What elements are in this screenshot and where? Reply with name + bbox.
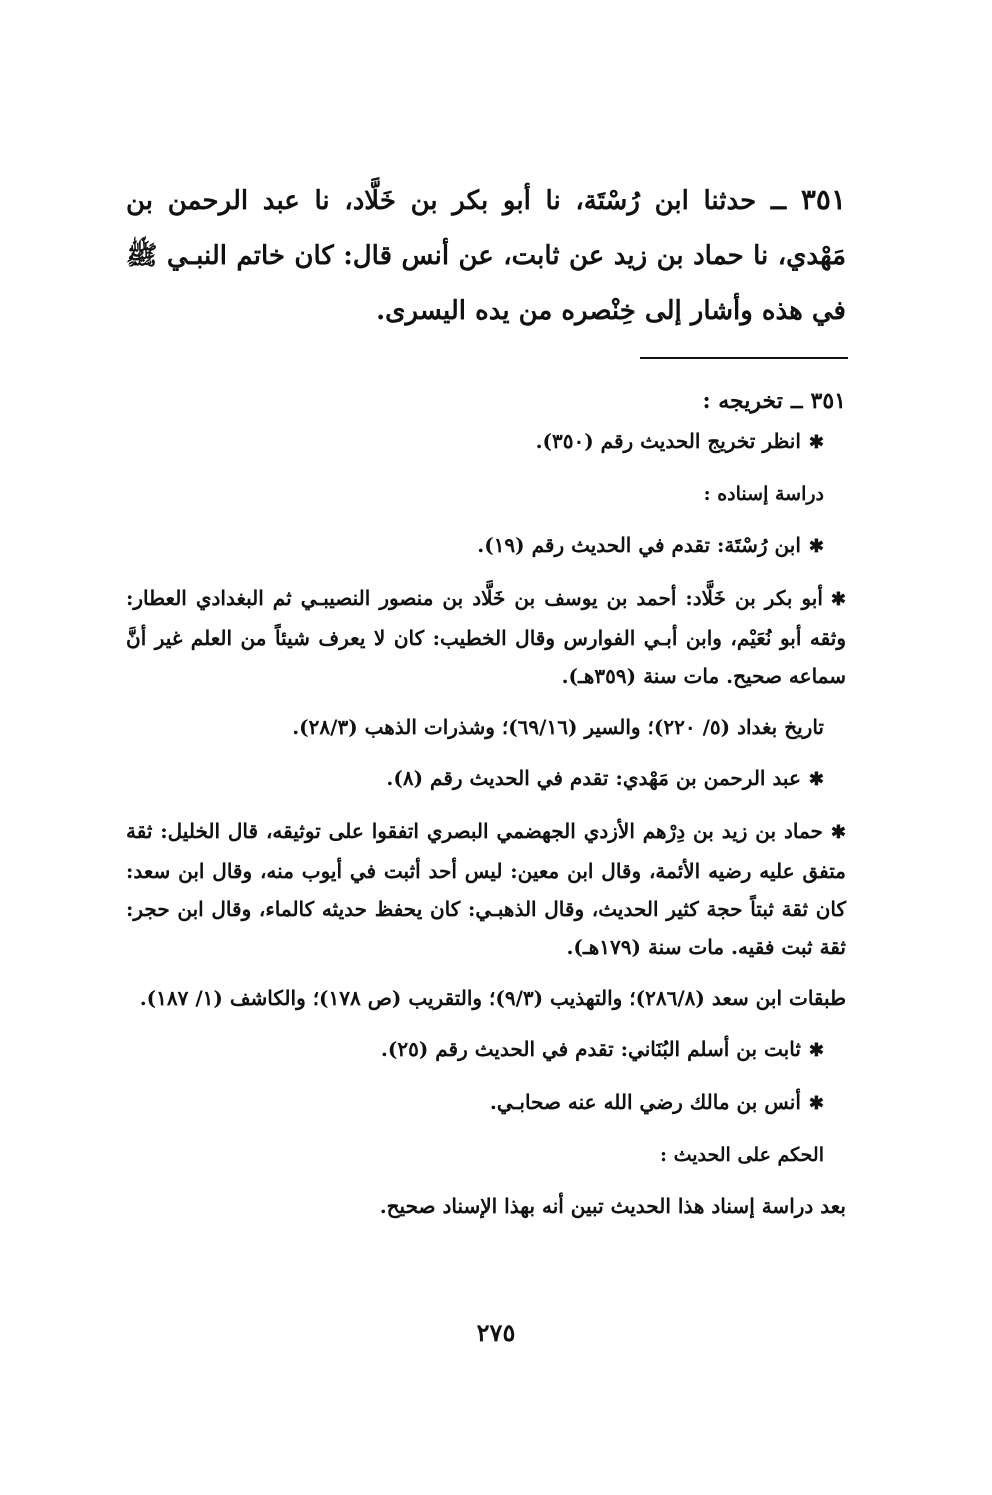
narrator-text: حماد بن زيد بن دِرْهم الأزدي الجهضمي البصري اتفقوا على توثيقه، قال الخليل: ثقة متفق عليه رضيه الأئمة، وقال ابن معين: ليس أحد أثبت في أيوب منه، وقال ابن سعد: كان ثقة ثبتاً حجة كثير الحديث، وقال الذهبـي: كان يحفظ حديثه كالماء، وقال ابن حجر: ثقة ثبت فقيه. مات سنة (١٧٩هـ). bbox=[126, 819, 846, 959]
ruling-text: بعد دراسة إسناد هذا الحديث تبين أنه بهذا الإسناد صحيح. bbox=[379, 1194, 846, 1218]
takhrij-text: انظر تخريج الحديث رقم (٣٥٠). bbox=[535, 429, 801, 453]
bullet-star-icon: ✱ bbox=[830, 589, 846, 610]
bullet-star-icon: ✱ bbox=[808, 432, 824, 453]
page-number: ٢٧٥ bbox=[476, 1318, 516, 1347]
narrator-ibn-rustah bbox=[126, 526, 824, 566]
narrator-text: ثابت بن أسلم البُنَاني: تقدم في الحديث رقم (٢٥). bbox=[380, 1037, 801, 1061]
footnote-separator bbox=[640, 357, 848, 359]
narrator-text: عبد الرحمن بن مَهْدي: تقدم في الحديث رقم (٨). bbox=[386, 766, 801, 790]
bullet-star-icon: ✱ bbox=[808, 1040, 824, 1061]
ruling-heading: الحكم على الحديث : bbox=[659, 1144, 824, 1166]
bullet-star-icon: ✱ bbox=[808, 1093, 824, 1114]
hadith-number: ٣٥١ bbox=[800, 183, 846, 216]
narrator-text: أنس بن مالك رضي الله عنه صحابـي. bbox=[489, 1090, 801, 1114]
narrator-text: أبو بكر بن خَلَّاد: أحمد بن يوسف بن خَلَّاد بن منصور النصيبـي ثم البغدادي العطار: وثقه أبو نُعَيْم، وابن أبـي الفوارس وقال الخطيب: كان لا يعرف شيئاً من العلم غير أنَّ سماعه صحيح. مات سنة (٣٥٩هـ). bbox=[126, 586, 846, 688]
narrator-abu-bakr-ibn-khallad bbox=[126, 579, 846, 695]
bullet-star-icon: ✱ bbox=[830, 822, 846, 843]
bullet-star-icon: ✱ bbox=[808, 536, 824, 557]
narrator-anas-ibn-malik bbox=[126, 1083, 824, 1123]
hadith-text-block bbox=[126, 172, 846, 339]
narrator-thabit-al-bunani bbox=[126, 1030, 824, 1070]
footnote-section bbox=[126, 388, 846, 1238]
narrator-abd-al-rahman-ibn-mahdi bbox=[126, 759, 824, 799]
bullet-star-icon: ✱ bbox=[808, 769, 824, 790]
takhrij-reference bbox=[126, 422, 824, 462]
footnote-heading bbox=[126, 388, 846, 414]
narrator-references: تاريخ بغداد (٥/ ٢٢٠)؛ والسير (٦٩/١٦)؛ وشذرات الذهب (٢٨/٣). bbox=[292, 715, 824, 739]
narrator-text: ابن رُسْتَة: تقدم في الحديث رقم (١٩). bbox=[477, 533, 801, 557]
narrator-hammad-ibn-zayd bbox=[126, 812, 846, 966]
footnote-body bbox=[126, 422, 846, 1225]
takhrij-title: تخريجه : bbox=[702, 388, 783, 414]
hadith-text: ــ حدثنا ابن رُسْتَة، نا أبو بكر بن خَلَّاد، نا عبد الرحمن بن مَهْدي، نا حماد بن زيد عن ثابت، عن أنس قال: كان خاتم النبـي ﷺ في هذه وأشار إلى خِنْصره من يده اليسرى. bbox=[126, 186, 846, 326]
narrator-references: طبقات ابن سعد (٢٨٦/٨)؛ والتهذيب (٩/٣)؛ والتقريب (ص ١٧٨)؛ والكاشف (١/ ١٨٧). bbox=[139, 986, 846, 1010]
isnad-heading: دراسة إسناده : bbox=[703, 483, 824, 505]
footnote-dash: ــ bbox=[790, 389, 803, 413]
footnote-number: ٣٥١ bbox=[810, 388, 846, 414]
